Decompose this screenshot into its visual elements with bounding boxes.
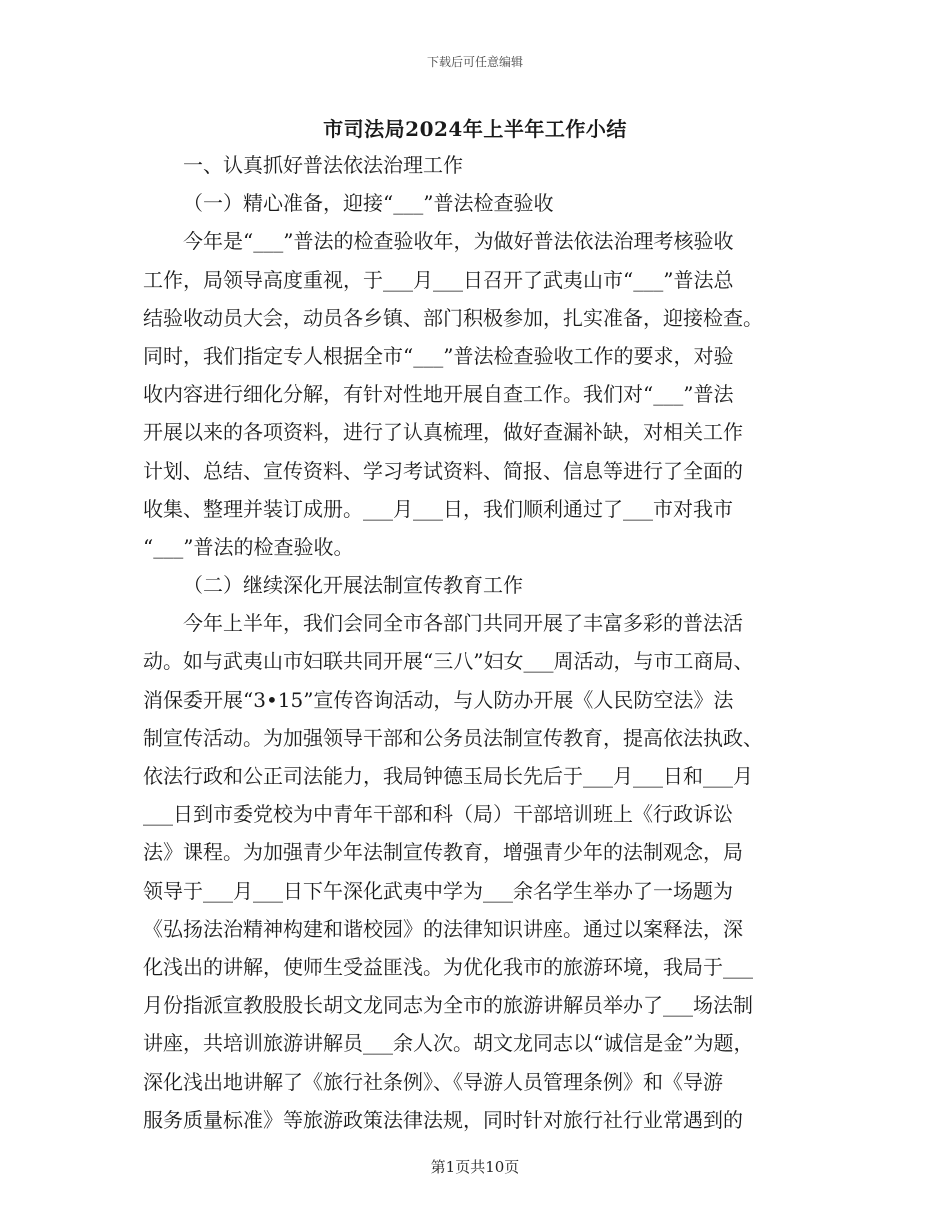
body-line: 收内容进行细化分解，有针对性地开展自查工作。我们对“___”普法 [143,382,734,407]
body-line: 同时，我们指定专人根据全市“___”普法检查验收工作的要求，对验 [143,343,734,368]
body-line: 今年是“___”普法的检查验收年，为做好普法依法治理考核验收 [183,229,734,254]
body-line: 一、认真抓好普法依法治理工作 [183,153,463,177]
body-line: 计划、总结、宣传资料、学习考试资料、简报、信息等进行了全面的 [143,458,743,483]
document-title: 市司法局2024年上半年工作小结 [323,117,627,141]
body-line: 工作，局领导高度重视，于___月___日召开了武夷山市“___”普法总 [143,267,734,292]
document-body [143,146,813,1139]
body-line: （一）精心准备，迎接“___”普法检查验收 [183,191,554,216]
body-line: 深化浅出地讲解了《旅行社条例》、《导游人员管理条例》和《导游 [143,1069,723,1094]
body-line: 法》课程。为加强青少年法制宣传教育，增强青少年的法制观念，局 [143,840,743,865]
body-line: 今年上半年，我们会同全市各部门共同开展了丰富多彩的普法活 [183,611,743,636]
body-line: 动。如与武夷山市妇联共同开展“三八”妇女___周活动，与市工商局、 [143,649,754,674]
body-line: 结验收动员大会，动员各乡镇、部门积极参加，扎实准备，迎接检查。 [143,305,763,330]
body-line: 《弘扬法治精神构建和谐校园》的法律知识讲座。通过以案释法，深 [143,916,743,941]
body-line: “___”普法的检查验收。 [143,534,354,559]
body-line: 服务质量标准》等旅游政策法律法规，同时针对旅行社行业常遇到的 [143,1107,743,1132]
body-line: 化浅出的讲解，使师生受益匪浅。为优化我市的旅游环境，我局于___ [143,954,753,979]
body-line: 消保委开展“3•15”宣传咨询活动，与人防办开展《人民防空法》法 [143,687,734,712]
body-line: 讲座，共培训旅游讲解员___余人次。胡文龙同志以“诚信是金”为题， [143,1031,754,1056]
page-footer: 第1页共10页 [430,1158,520,1176]
body-line: 依法行政和公正司法能力，我局钟德玉局长先后于___月___日和___月 [143,764,753,788]
body-line: 领导于___月___日下午深化武夷中学为___余名学生举办了一场题为 [143,878,733,903]
body-line: 收集、整理并装订成册。___月___日，我们顺利通过了___市对我市 [143,496,733,521]
body-line: （二）继续深化开展法制宣传教育工作 [183,573,523,598]
body-line: 开展以来的各项资料，进行了认真梳理，做好查漏补缺，对相关工作 [143,420,743,445]
body-line: 月份指派宣教股股长胡文龙同志为全市的旅游讲解员举办了___场法制 [143,993,753,1018]
header-note: 下载后可任意编辑 [426,55,523,69]
body-line: ___日到市委党校为中青年干部和科（局）干部培训班上《行政诉讼 [143,802,733,827]
body-line: 制宣传活动。为加强领导干部和公务员法制宣传教育，提高依法执政、 [143,725,763,750]
